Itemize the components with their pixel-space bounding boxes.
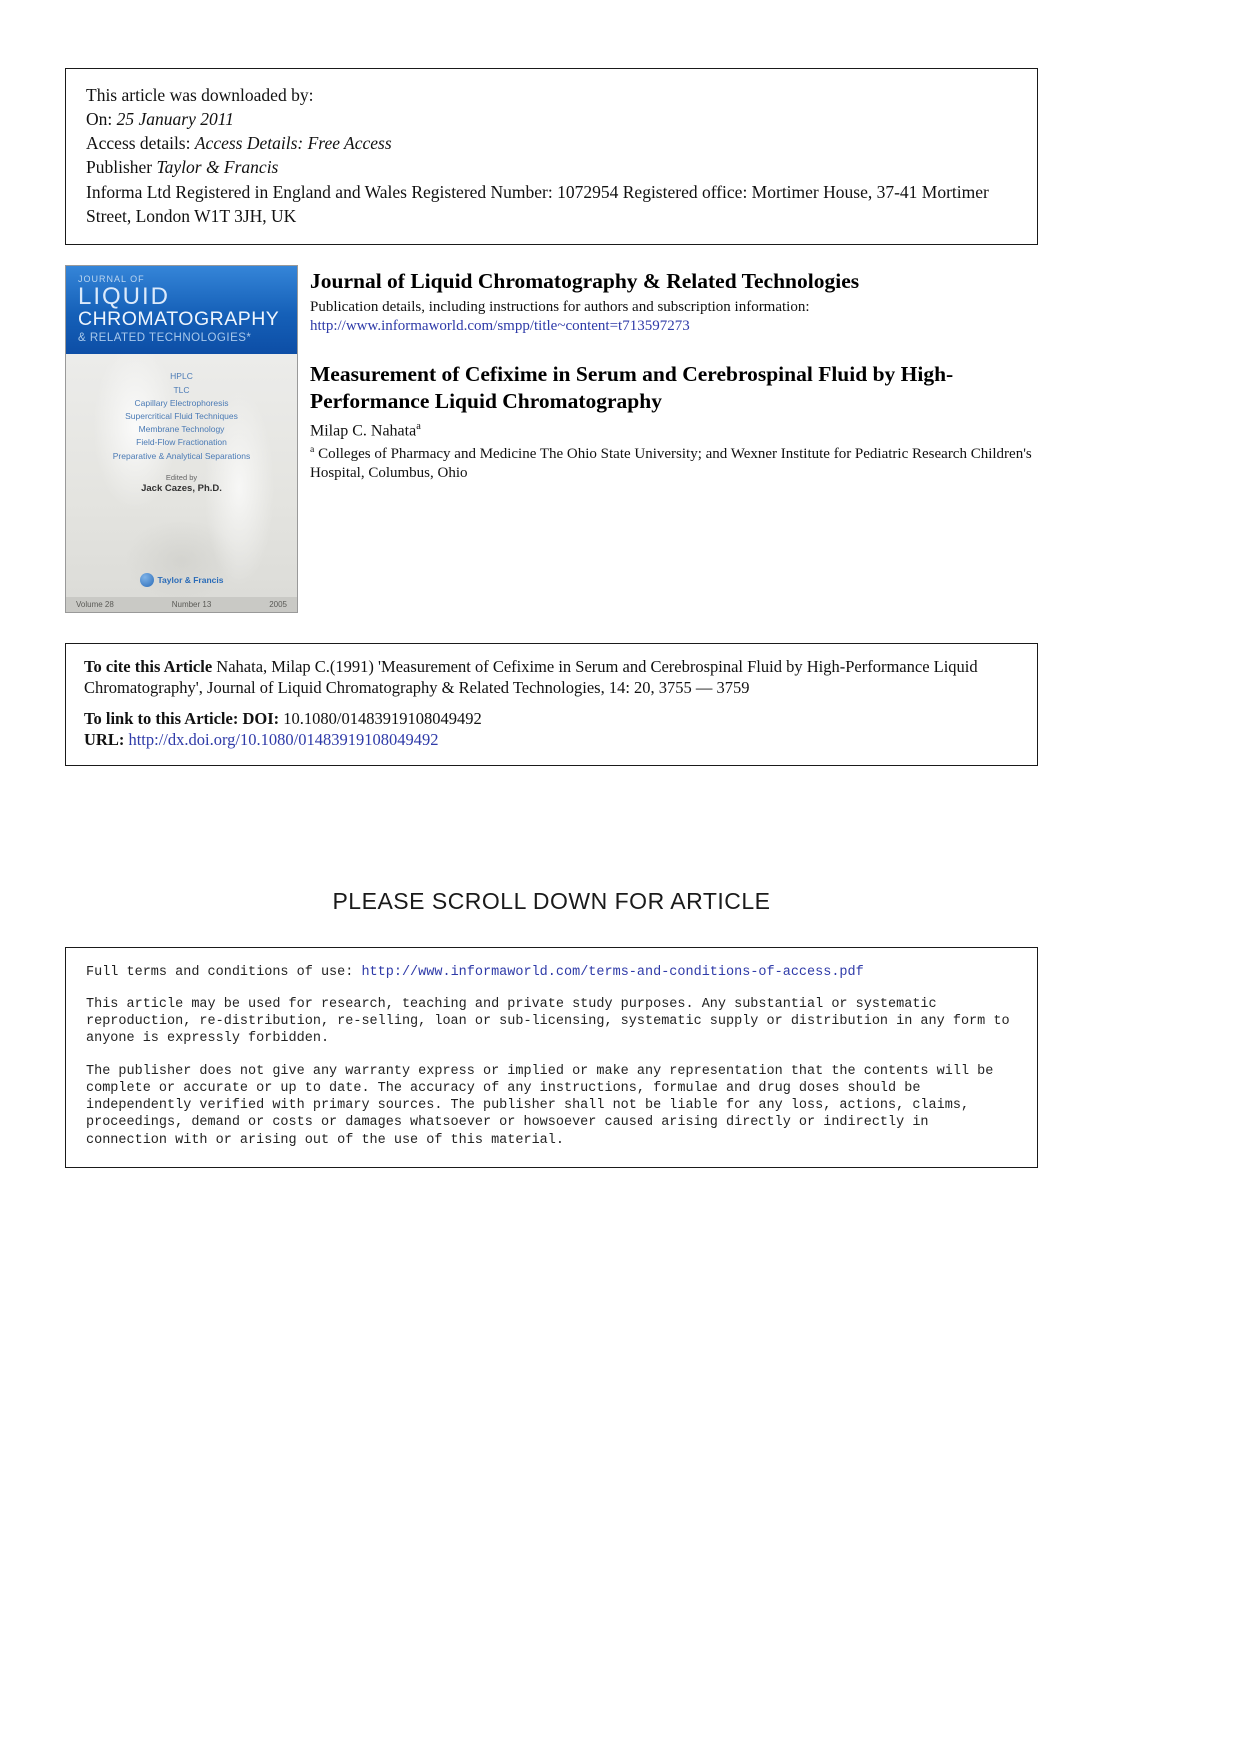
- terms-pdf-link[interactable]: http://www.informaworld.com/terms-and-conditions-of-access.pdf: [361, 964, 864, 980]
- taylor-francis-logo-text: Taylor & Francis: [157, 574, 224, 585]
- cover-topic: Field-Flow Fractionation: [136, 437, 227, 448]
- cover-topic: HPLC: [170, 371, 193, 382]
- cover-masthead-liquid: LIQUID: [78, 282, 171, 310]
- citation-box: [65, 643, 1038, 766]
- full-terms-line: [86, 964, 1017, 981]
- url-line: [84, 729, 1019, 750]
- download-info-box: [65, 68, 1038, 245]
- journal-homepage-link[interactable]: http://www.informaworld.com/smpp/title~content=t713597273: [310, 317, 690, 334]
- publisher-line: [86, 155, 1017, 179]
- terms-paragraph-1: This article may be used for research, teaching and private study purposes. Any substantial or systematic reproduction, re-distribution, re-selling, loan or sub-licensing, systematic supply or distribution in any form to anyone is expressly forbidden.: [86, 996, 1010, 1047]
- scroll-down-notice: PLEASE SCROLL DOWN FOR ARTICLE: [332, 887, 771, 914]
- full-terms-label: Full terms and conditions of use:: [86, 964, 362, 980]
- affiliation-text: Colleges of Pharmacy and Medicine The Ohio State University; and Wexner Institute for Pediatric Research Children's Hospital, Columbus, Ohio: [310, 445, 1032, 482]
- author-name: Milap C. Nahata: [310, 421, 417, 439]
- publisher-name: Taylor & Francis: [156, 157, 279, 178]
- cover-editor-name: Jack Cazes, Ph.D.: [141, 482, 222, 494]
- cite-label: To cite this Article: [84, 656, 217, 676]
- doi-line: [84, 708, 1019, 729]
- publication-details-text: Publication details, including instructions for authors and subscription information:: [310, 298, 810, 315]
- cover-volume: Volume 28: [76, 599, 114, 609]
- cover-topic: Membrane Technology: [138, 424, 225, 435]
- cover-topic: TLC: [173, 384, 190, 395]
- taylor-francis-logo: [140, 573, 224, 587]
- cover-masthead-journal-of: JOURNAL OF: [78, 273, 145, 284]
- cite-line: [84, 656, 1019, 699]
- cover-masthead-chromatography: CHROMATOGRAPHY: [78, 308, 280, 331]
- access-value: Access Details: Free Access: [194, 133, 392, 154]
- cover-topic: Preparative & Analytical Separations: [112, 450, 251, 461]
- downloaded-by-line: This article was downloaded by:: [86, 85, 314, 105]
- journal-info: [298, 265, 1038, 613]
- cover-topic: Supercritical Fluid Techniques: [125, 410, 238, 421]
- journal-section: [65, 265, 1038, 613]
- terms-paragraph-2: The publisher does not give any warranty express or implied or make any representation that the contents will be complete or accurate or up to date. The accuracy of any instructions, formulae and drug doses should be independently verified with primary sources. The publisher shall not be liable for any loss, actions, claims, proceedings, demand or costs or damages whatsoever or howsoever caused arising directly or indirectly in connection with or arising out of the use of this material.: [86, 1063, 994, 1148]
- cover-masthead-related: & RELATED TECHNOLOGIES*: [78, 332, 252, 345]
- cover-topic: Capillary Electrophoresis: [134, 397, 229, 408]
- journal-title: Journal of Liquid Chromatography & Related Technologies: [310, 268, 860, 293]
- doi-value: 10.1080/01483919108049492: [283, 708, 482, 728]
- globe-icon: [140, 573, 154, 587]
- doi-label: To link to this Article: DOI:: [84, 708, 284, 728]
- article-title: Measurement of Cefixime in Serum and Cerebrospinal Fluid by High-Performance Liquid Chromatography: [310, 361, 954, 413]
- access-label: Access details:: [86, 133, 195, 154]
- cover-edited-by-label: Edited by: [165, 472, 198, 482]
- url-label: URL:: [84, 730, 129, 750]
- download-date: 25 January 2011: [116, 109, 234, 130]
- author-line: [310, 421, 1038, 440]
- publisher-label: Publisher: [86, 157, 157, 178]
- cover-number: Number 13: [171, 599, 212, 609]
- on-label: On:: [86, 109, 117, 130]
- cite-text: Nahata, Milap C.(1991) 'Measurement of Cefixime in Serum and Cerebrospinal Fluid by High-Performance Liquid Chromatography', Journal of Liquid Chromatography & Related Technologies, 14: 20, 3755 — 3759: [84, 656, 978, 698]
- journal-cover-thumbnail: [65, 265, 298, 613]
- download-date-line: [86, 107, 1017, 131]
- doi-url-link[interactable]: http://dx.doi.org/10.1080/01483919108049492: [128, 730, 439, 750]
- cover-body: [66, 354, 297, 596]
- terms-box: [65, 947, 1038, 1168]
- cover-masthead: [66, 266, 297, 355]
- affiliation-line: [310, 444, 1038, 484]
- cover-year: 2005: [269, 599, 287, 609]
- informa-registration-line: Informa Ltd Registered in England and Wales Registered Number: 1072954 Registered office: Mortimer House, 37-41 Mortimer Street, London W1T 3JH, UK: [86, 181, 989, 226]
- cover-footer: [66, 597, 297, 612]
- access-details-line: [86, 131, 1017, 155]
- affiliation-marker: a: [310, 443, 315, 455]
- author-affiliation-marker: a: [416, 420, 421, 432]
